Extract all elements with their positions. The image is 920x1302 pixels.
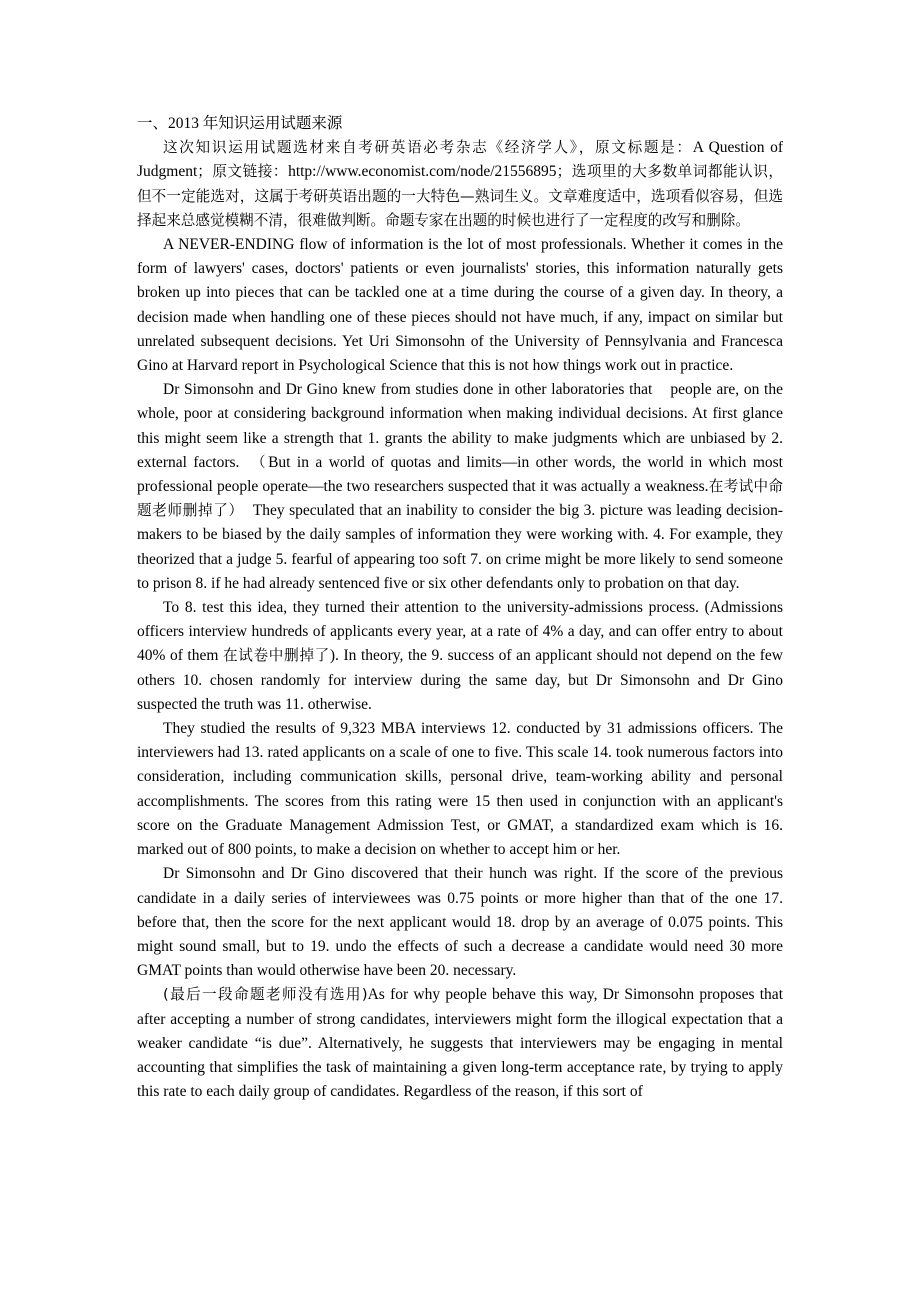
cjk-run: （ — [248, 453, 269, 471]
latin-run: To 8. test this idea, they turned their attention to the university-admissions process. (Admissions officers interview hundreds of applicants every year, at a rate of 4% a day, and can offer entry to about 40% of them — [137, 599, 783, 665]
latin-run: Dr Simonsohn and Dr Gino knew from studies done in other laboratories that — [163, 381, 653, 399]
latin-run: Dr Simonsohn and Dr Gino discovered that their hunch was right. If the score of the previous candidate in a daily series of interviewees was 0.75 points or more higher than that of the one 17. before that, then the score for the next applicant would 18. drop by an average of 0.075 points. This might sound small, but to 19. undo the effects of such a decrease a candidate would need 30 more GMAT points than would otherwise have been 20. necessary. — [137, 865, 783, 980]
paragraph-para-4 — [137, 717, 783, 862]
paragraph-para-1 — [137, 233, 783, 378]
paragraph-list — [137, 136, 783, 1104]
latin-run: A NEVER-ENDING flow of information is the lot of most professionals. Whether it comes in the form of lawyers' cases, doctors' patients or even journalists' stories, this information naturally gets broken up into pieces that can be tackled one at a time during the course of a given day. In theory, a decision made when handling one of these pieces should not have much, if any, impact on similar but unrelated subsequent decisions. Yet Uri Simonsohn of the University of Pennsylvania and Francesca Gino at Harvard report in Psychological Science that this is not how things work out in practice. — [137, 236, 783, 375]
cjk-run: ；原文链接： — [197, 163, 289, 181]
latin-run: people are, on the whole, poor at considering background information when making individual decisions. At first glance this might seem like a strength that 1. grants the ability to make judgments which are unbiased by 2. external factors. — [137, 381, 783, 471]
cjk-run: 在考试中命题老师删掉了） — [137, 478, 783, 520]
paragraph-para-5 — [137, 862, 783, 983]
paragraph-para-3 — [137, 596, 783, 717]
cjk-run: ；选项里的大多数单词都能认识，但不一定能选对，这属于考研英语出题的一大特色—熟词生义。文章难度适中，选项看似容易，但选择起来总感觉模糊不清，很难做判断。命题专家在出题的时候也进行了一定程度的改写和删除。 — [137, 163, 783, 229]
latin-run: http://www.economist.com/node/21556895 — [288, 163, 557, 181]
paragraph-para-2 — [137, 378, 783, 596]
section-heading: 一、2013 年知识运用试题来源 — [137, 115, 343, 132]
latin-run: ). In theory, the 9. success of an applicant should not depend on the few others 10. chosen randomly for interview during the same day, but Dr Simonsohn and Dr Gino suspected the truth was 11. otherwise. — [137, 647, 783, 713]
latin-run: They speculated that an inability to consider the big 3. picture was leading decision-makers to be biased by the daily samples of information they were working with. 4. For example, they theorized that a judge 5. fearful of appearing too soft 7. on crime might be more likely to send someone to prison 8. if he had already sentenced five or six other defendants only to probation on that day. — [137, 502, 783, 592]
cjk-run: 在试卷中删掉了 — [222, 647, 330, 665]
latin-run: As for why people behave this way, Dr Simonsohn proposes that after accepting a number of strong candidates, interviewers might form the illogical expectation that a weaker candidate “is due”. Alternatively, he suggests that interviewers may be engaging in mental accounting that simplifies the task of maintaining a given long-term acceptance rate, by trying to apply this rate to each daily group of candidates. Regardless of the reason, if this sort of — [137, 986, 783, 1101]
cjk-run: 这次知识运用试题选材来自考研英语必考杂志《经济学人》，原文标题是： — [163, 139, 693, 157]
document-text-column — [137, 112, 783, 1104]
paragraph-source-note — [137, 136, 783, 233]
paragraph-para-6 — [137, 983, 783, 1104]
cjk-run: (最后一段命题老师没有选用) — [163, 986, 368, 1004]
latin-run: A Question of Judgment — [137, 139, 784, 181]
latin-run: They studied the results of 9,323 MBA interviews 12. conducted by 31 admissions officers. The interviewers had 13. rated applicants on a scale of one to five. This scale 14. took numerous factors into consideration, including communication skills, personal drive, team-working ability and personal accomplishments. The scores from this rating were 15 then used in conjunction with an applicant's score on the Graduate Management Admission Test, or GMAT, a standardized exam which is 16. marked out of 800 points, to make a decision on whether to accept him or her. — [137, 720, 783, 859]
latin-run: But in a world of quotas and limits—in other words, the world in which most professional people operate—the two researchers suspected that it was actually a weakness. — [137, 453, 783, 496]
